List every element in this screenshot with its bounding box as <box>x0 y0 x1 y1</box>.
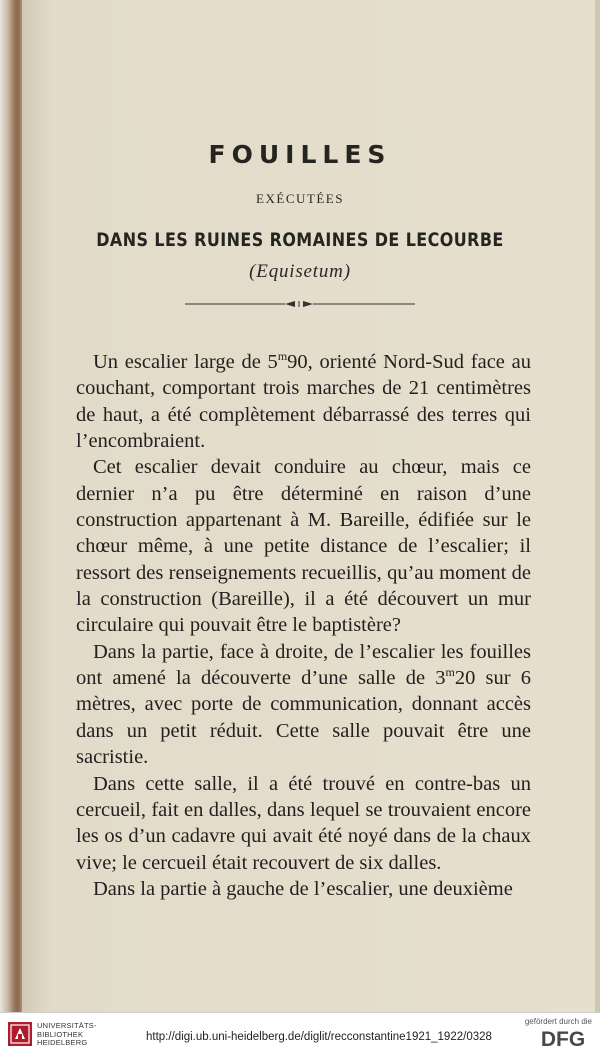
university-library-name[interactable]: UNIVERSITÄTS- BIBLIOTHEK HEIDELBERG <box>37 1021 97 1047</box>
svg-text:DFG: DFG <box>540 1028 586 1049</box>
funded-by-label: gefördert durch die <box>524 1017 592 1026</box>
section-heading: DANS LES RUINES ROMAINES DE LECOURBE <box>96 229 504 251</box>
body-text <box>76 349 531 902</box>
subtitle: EXÉCUTÉES <box>256 191 344 206</box>
paragraph-5: Dans la partie à gauche de l’escalier, une deuxième <box>93 877 513 900</box>
latin-name: (Equisetum) <box>249 261 351 282</box>
page-title: FOUILLES <box>208 140 392 169</box>
paragraph-1: Un escalier large de 5$^m$90, orienté Nord-Sud face au couchant, comportant trois marches de 21 centimètres de haut, a été complètement débarrassé des terres qui l’encombraient. <box>76 349 531 453</box>
paragraph-2: Cet escalier devait conduire au chœur, mais ce dernier n’a pu être déterminé en raison d’une construction appartenant à M. Bareille, édifiée sur le chœur même, à une petite distance de l’escalier; il ressort des renseignements recueillis, qu’au moment de la construction (Bareille), il a été découvert un mur circulaire qui pouvait être le baptistère? <box>76 456 531 637</box>
ornamental-divider <box>185 298 415 310</box>
dfg-logo[interactable] <box>534 1027 592 1049</box>
permalink-url[interactable]: http://digi.ub.uni-heidelberg.de/diglit/recconstantine1921_1922/0328 <box>146 1031 492 1043</box>
viewer-footer <box>0 1012 600 1055</box>
university-seal-icon[interactable] <box>6 1020 34 1048</box>
paragraph-4: Dans cette salle, il a été trouvé en contre-bas un cercueil, fait en dalles, dans lequel se trouvaient encore les os d’un cadavre qui avait été noyé dans de la chaux vive; le cercueil était recouvert de six dalles. <box>76 772 531 874</box>
paragraph-3: Dans la partie, face à droite, de l’escalier les fouilles ont amené la découverte d’une salle de 3$^m$20 sur 6 mètres, avec porte de communication, donnant accès dans un petit réduit. Cette salle pouvait être une sacristie. <box>76 640 531 769</box>
